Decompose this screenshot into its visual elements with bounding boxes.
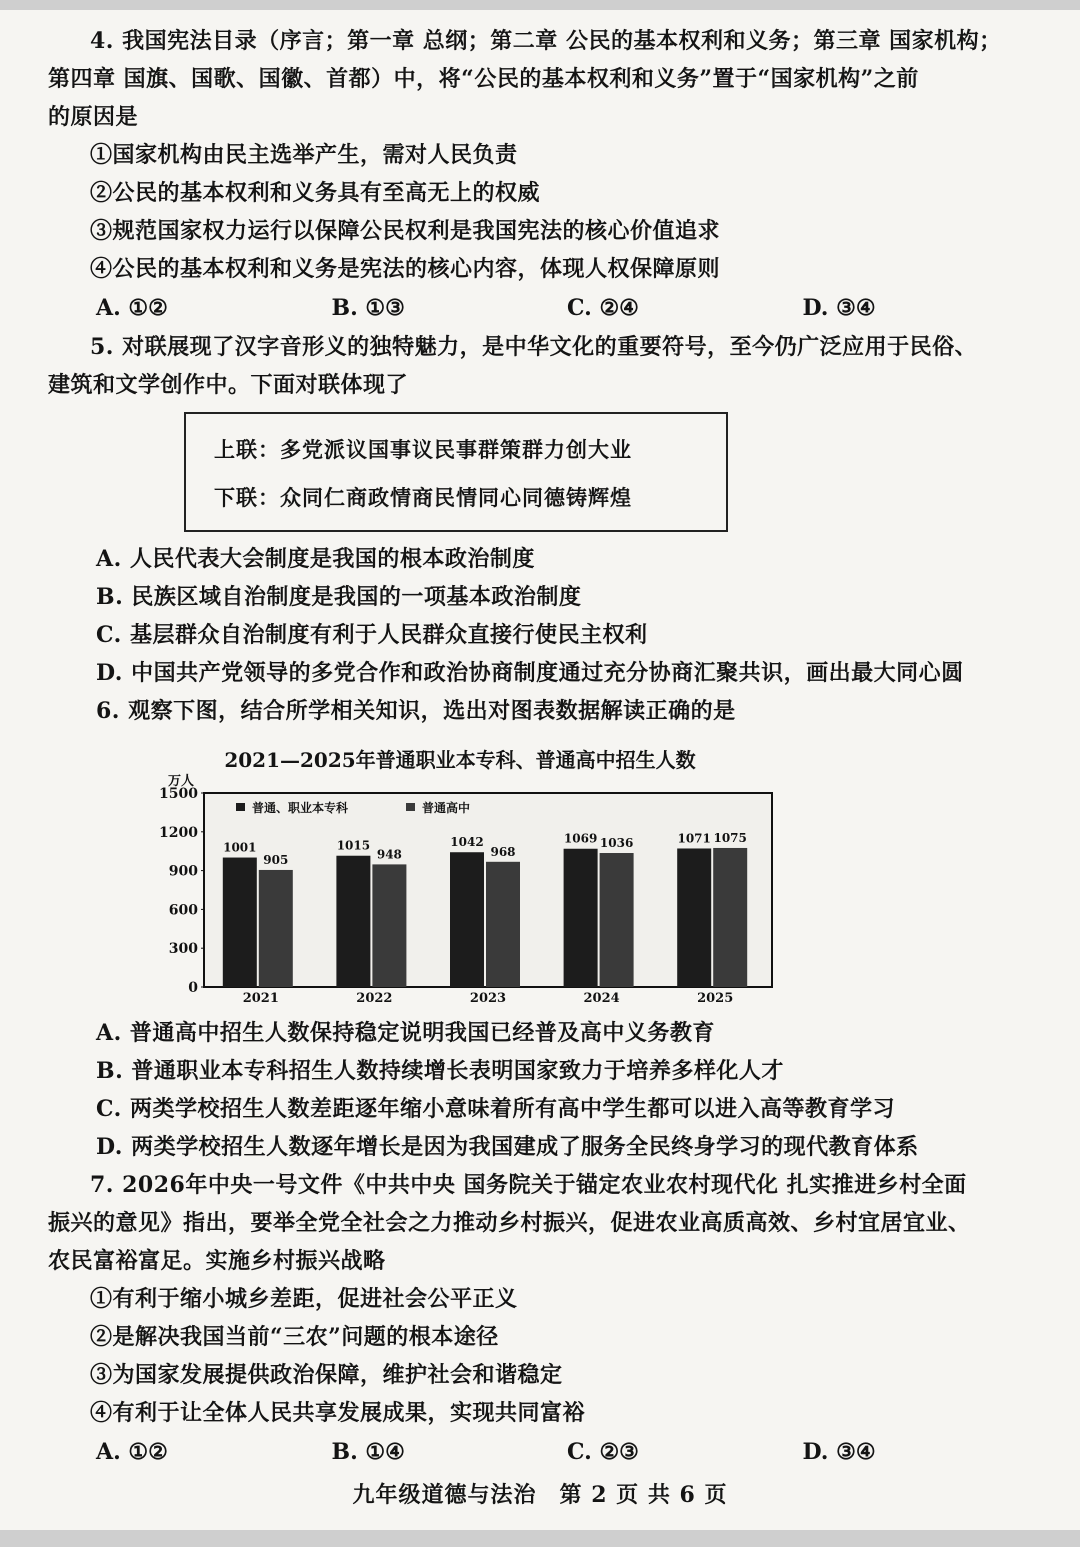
chart-title: 2021—2025年普通职业本专科、普通高中招生人数 [224,748,696,772]
couplet-upper: 上联：多党派议国事议民事群策群力创大业 [214,437,632,462]
bar-value-label: 1042 [450,835,484,850]
legend-label: 普通、职业本专科 [252,801,349,815]
y-tick-label: 1500 [160,786,198,802]
bar-value-label: 1001 [223,840,257,855]
q7-option-d[interactable]: D. ③④ [802,1439,876,1465]
x-tick-label: 2025 [697,991,734,1005]
q7-option-c[interactable]: C. ②③ [567,1439,639,1465]
y-tick-label: 900 [168,863,198,880]
q4-stem-line: 第四章 国旗、国歌、国徽、首都）中，将“公民的基本权利和义务”置于“国家机构”之前 [48,66,919,92]
q5-option-c[interactable]: C. 基层群众自治制度有利于人民群众直接行使民主权利 [96,622,648,648]
couplet-box [184,412,728,532]
bar [223,858,257,987]
q6-option-c[interactable]: C. 两类学校招生人数差距逐年缩小意味着所有高中学生都可以进入高等教育学习 [96,1096,895,1122]
page-footer: 九年级道德与法治 第 2 页 共 6 页 [352,1482,728,1508]
q5-stem-line: 建筑和文学创作中。下面对联体现了 [48,372,409,398]
q6-stem: 6. 观察下图，结合所学相关知识，选出对图表数据解读正确的是 [96,698,736,724]
x-tick-label: 2022 [356,991,393,1005]
q4-option-a[interactable]: A. ①② [96,295,168,321]
y-tick-label: 0 [188,980,198,996]
q7-item: ①有利于缩小城乡差距，促进社会公平正义 [90,1286,518,1312]
bar [486,862,520,987]
enrollment-chart [160,744,780,1004]
q5-stem-line: 5. 对联展现了汉字音形义的独特魅力，是中华文化的重要符号，至今仍广泛应用于民俗、 [90,334,978,360]
bar-value-label: 1075 [713,830,747,845]
legend-label: 普通高中 [422,801,471,815]
legend-swatch [236,803,245,811]
q5-option-b[interactable]: B. 民族区域自治制度是我国的一项基本政治制度 [96,584,582,610]
question-7 [48,1166,1038,1472]
legend-swatch [406,803,415,811]
x-tick-label: 2021 [242,991,279,1005]
bar [713,848,747,987]
bar [372,864,406,987]
bar [259,870,293,987]
bar [336,856,370,987]
bar-value-label: 1036 [599,836,634,851]
q4-item: ④公民的基本权利和义务是宪法的核心内容，体现人权保障原则 [90,256,721,282]
q6-option-a[interactable]: A. 普通高中招生人数保持稳定说明我国已经普及高中义务教育 [96,1020,715,1046]
q4-item: ①国家机构由民主选举产生，需对人民负责 [90,142,518,168]
bar-value-label: 905 [263,852,289,867]
q4-item: ③规范国家权力运行以保障公民权利是我国宪法的核心价值追求 [90,218,721,244]
scan-top-edge [0,0,1080,10]
q7-option-b[interactable]: B. ①④ [331,1439,405,1465]
q4-stem-line: 的原因是 [48,104,139,130]
q7-stem-line: 7. 2026年中央一号文件《中共中央 国务院关于锚定农业农村现代化 扎实推进乡村全面 [90,1172,967,1198]
q4-option-c[interactable]: C. ②④ [567,295,639,321]
question-4 [48,22,1038,328]
q5-option-a[interactable]: A. 人民代表大会制度是我国的根本政治制度 [96,546,535,572]
q7-item: ②是解决我国当前“三农”问题的根本途径 [90,1324,499,1350]
q4-stem-line: 4. 我国宪法目录（序言；第一章 总纲；第二章 公民的基本权利和义务；第三章 国家机构； [90,28,1002,54]
y-tick-label: 1200 [160,824,198,841]
x-tick-label: 2023 [469,991,507,1005]
q4-option-d[interactable]: D. ③④ [802,295,876,321]
bar-value-label: 1015 [336,838,371,853]
bar [600,853,634,987]
question-6 [48,692,1038,1166]
bar-value-label: 968 [490,844,516,859]
q4-item: ②公民的基本权利和义务具有至高无上的权威 [90,180,541,206]
y-axis-unit: 万人 [168,774,195,789]
q7-stem-line: 农民富裕富足。实施乡村振兴战略 [48,1248,386,1274]
y-tick-label: 600 [168,902,198,919]
bar-chart-svg [160,773,780,1005]
page-content [48,22,1038,1472]
bar-value-label: 1069 [563,831,598,846]
x-tick-label: 2024 [583,991,620,1005]
q7-item: ③为国家发展提供政治保障，维护社会和谐稳定 [90,1362,563,1388]
scan-bottom-edge [0,1530,1080,1547]
q6-option-d[interactable]: D. 两类学校招生人数逐年增长是因为我国建成了服务全民终身学习的现代教育体系 [96,1134,919,1160]
bar [450,852,484,987]
q7-options [48,1432,1038,1472]
q5-option-d[interactable]: D. 中国共产党领导的多党合作和政治协商制度通过充分协商汇聚共识，画出最大同心圆 [96,660,964,686]
q4-options [48,288,1038,328]
y-tick-label: 300 [168,941,198,958]
bar [564,849,598,987]
q7-item: ④有利于让全体人民共享发展成果，实现共同富裕 [90,1400,586,1426]
bar-value-label: 948 [376,847,402,862]
bar [677,848,711,987]
q6-option-b[interactable]: B. 普通职业本专科招生人数持续增长表明国家致力于培养多样化人才 [96,1058,784,1084]
bar-value-label: 1071 [677,831,711,846]
q4-option-b[interactable]: B. ①③ [331,295,405,321]
q7-stem-line: 振兴的意见》指出，要举全党全社会之力推动乡村振兴，促进农业高质高效、乡村宜居宜业、 [48,1210,971,1236]
question-5 [48,328,1038,692]
couplet-lower: 下联：众同仁商政情商民情同心同德铸辉煌 [214,485,632,510]
q7-option-a[interactable]: A. ①② [96,1439,168,1465]
